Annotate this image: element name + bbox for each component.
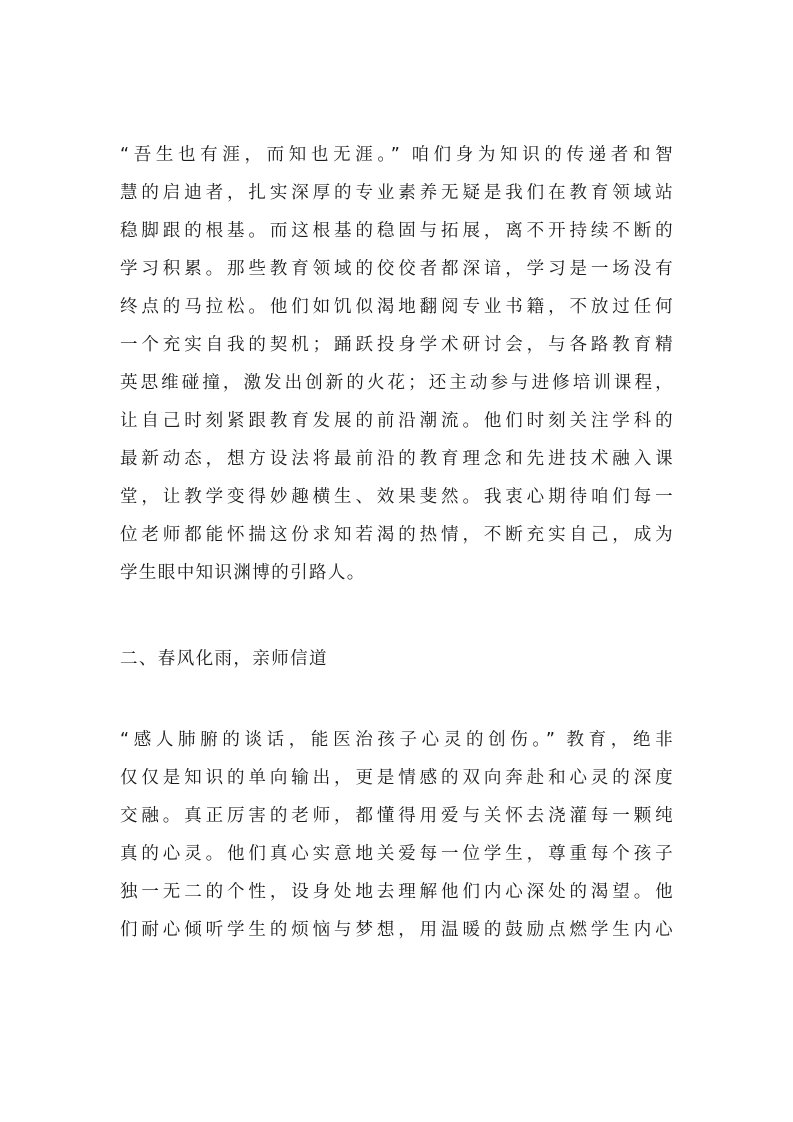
paragraph-2-line-5: 独一无二的个性，设身处地去理解他们内心深处的渴望。他 (120, 882, 674, 902)
paragraph-2-line-2: 仅仅是知识的单向输出，更是情感的双向奔赴和心灵的深度 (120, 768, 674, 788)
paragraph-1-line-12: 学生眼中知识渊博的引路人。 (120, 563, 366, 583)
paragraph-1-line-10: 堂，让教学变得妙趣横生、效果斐然。我衷心期待咱们每一 (120, 487, 674, 507)
paragraph-2-line-6: 们耐心倾听学生的烦恼与梦想，用温暖的鼓励点燃学生内心 (120, 920, 674, 940)
paragraph-1-line-3: 稳脚跟的根基。而这根基的稳固与拓展，离不开持续不断的 (120, 221, 674, 241)
section-heading: 二、春风化雨，亲师信道 (120, 649, 328, 669)
paragraph-1-line-2: 慧的启迪者，扎实深厚的专业素养无疑是我们在教育领域站 (120, 183, 674, 203)
paragraph-1-line-1: “吾生也有涯，而知也无涯。” 咱们身为知识的传递者和智 (120, 145, 674, 165)
paragraph-2-line-3: 交融。真正厉害的老师，都懂得用爱与关怀去浇灌每一颗纯 (120, 806, 674, 826)
paragraph-2-line-1: “感人肺腑的谈话，能医治孩子心灵的创伤。” 教育，绝非 (120, 730, 674, 750)
paragraph-1-line-11: 位老师都能怀揣这份求知若渴的热情，不断充实自己，成为 (120, 525, 674, 545)
paragraph-1-line-8: 让自己时刻紧跟教育发展的前沿潮流。他们时刻关注学科的 (120, 411, 674, 431)
paragraph-1-line-4: 学习积累。那些教育领域的佼佼者都深谙，学习是一场没有 (120, 259, 674, 279)
paragraph-1-line-9: 最新动态，想方设法将最前沿的教育理念和先进技术融入课 (120, 449, 674, 469)
paragraph-2-line-4: 真的心灵。他们真心实意地关爱每一位学生，尊重每个孩子 (120, 844, 674, 864)
paragraph-1-line-5: 终点的马拉松。他们如饥似渴地翻阅专业书籍，不放过任何 (120, 297, 674, 317)
paragraph-1-line-6: 一个充实自我的契机；踊跃投身学术研讨会，与各路教育精 (120, 335, 674, 355)
paragraph-1-line-7: 英思维碰撞，激发出创新的火花；还主动参与进修培训课程， (120, 373, 674, 393)
